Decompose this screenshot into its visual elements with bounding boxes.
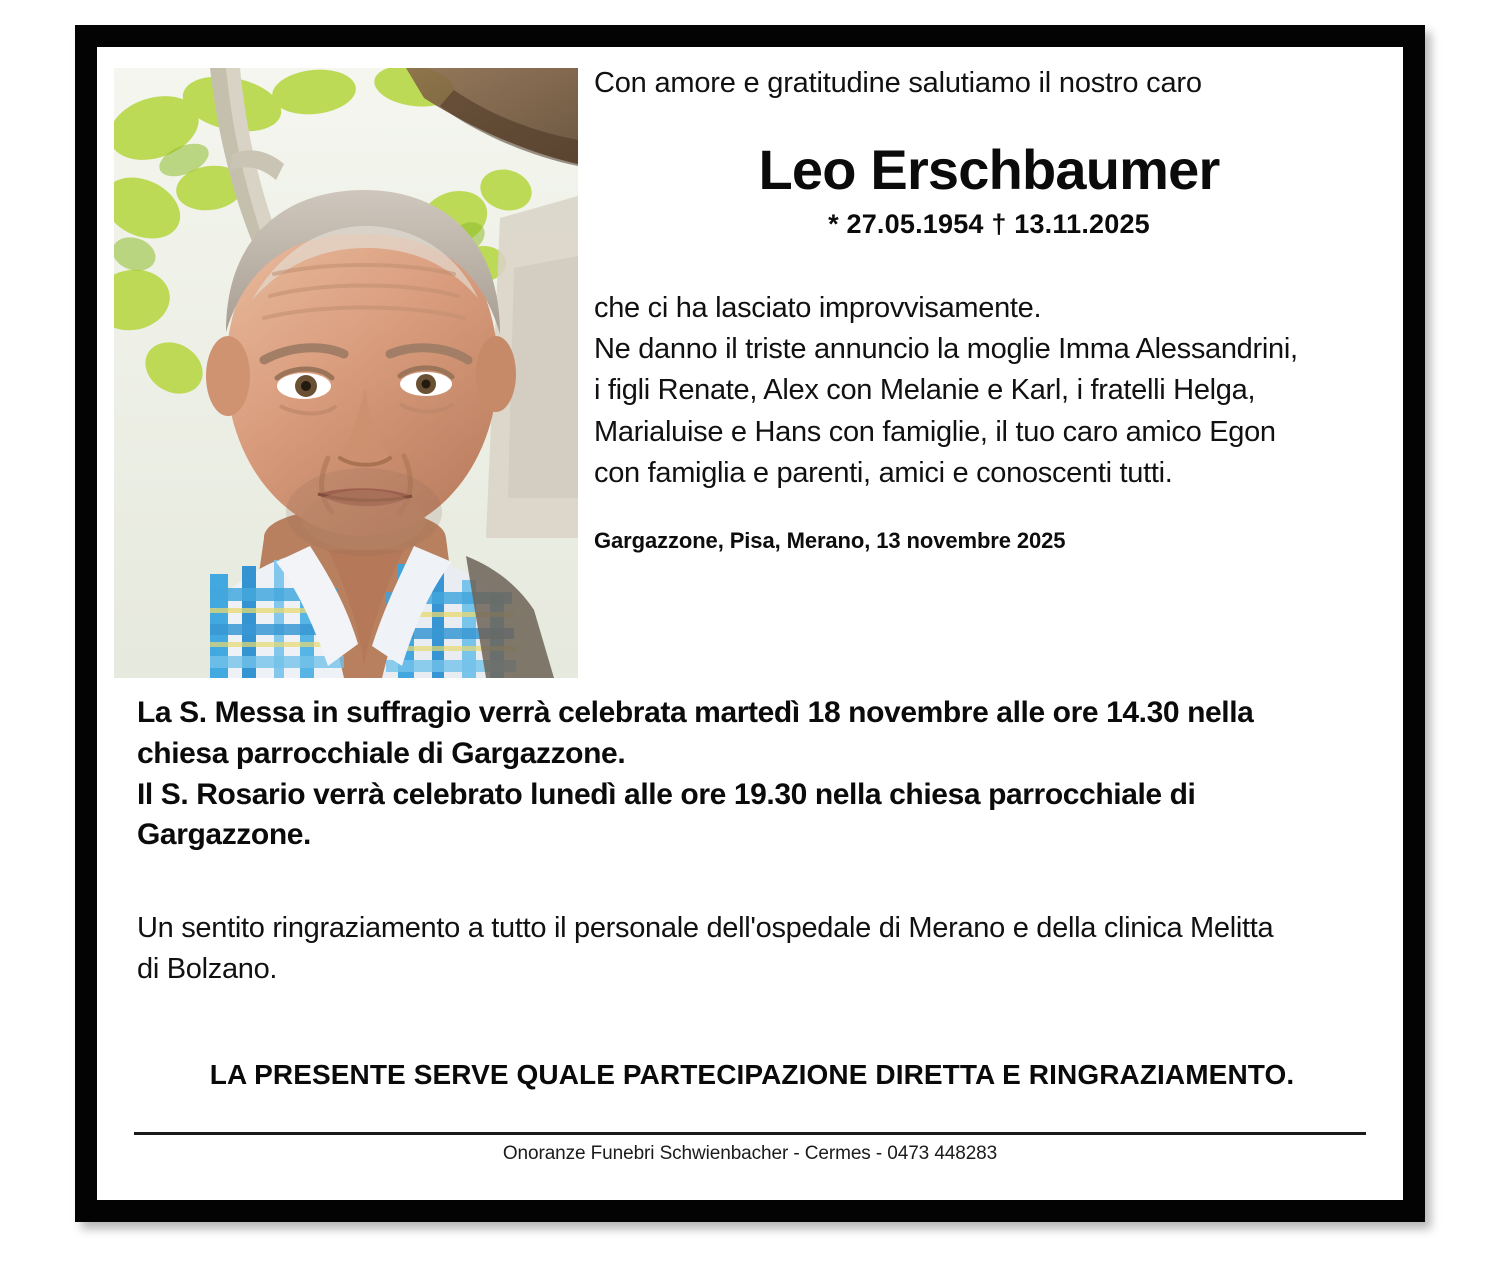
- mourning-frame: [75, 25, 1425, 1222]
- funeral-rites-paragraph: [137, 693, 1367, 856]
- announcement-line: Ne danno il triste annuncio la moglie Imma Alessandrini,: [594, 333, 1298, 366]
- announcement-line: Marialuise e Hans con famiglie, il tuo caro amico Egon: [594, 415, 1276, 448]
- rites-line: Gargazzone.: [137, 818, 311, 852]
- thanks-paragraph: [137, 908, 1367, 989]
- rites-line: Il S. Rosario verrà celebrato lunedì alle ore 19.30 nella chiesa parrocchiale di: [137, 777, 1196, 811]
- funeral-home-credit: Onoranze Funebri Schwienbacher - Cermes - 0473 448283: [502, 1143, 998, 1164]
- rites-line: La S. Messa in suffragio verrà celebrata martedì 18 novembre alle ore 14.30 nella: [137, 696, 1254, 729]
- life-dates: * 27.05.1954 † 13.11.2025: [828, 209, 1150, 240]
- announcement-line: che ci ha lasciato improvvisamente.: [594, 292, 1042, 325]
- announcement-line: i figli Renate, Alex con Melanie e Karl, i fratelli Helga,: [594, 374, 1256, 407]
- announcement-paragraph: [594, 288, 1384, 494]
- deceased-name: Leo Erschbaumer: [758, 138, 1220, 202]
- thanks-line: di Bolzano.: [137, 952, 278, 985]
- notice-card: [97, 47, 1403, 1200]
- closing-statement: LA PRESENTE SERVE QUALE PARTECIPAZIONE DIRETTA E RINGRAZIAMENTO.: [209, 1059, 1295, 1090]
- name-block: [594, 138, 1384, 240]
- lower-text-block: [137, 693, 1367, 989]
- intro-text-column: [594, 65, 1384, 554]
- salutation-text: Con amore e gratitudine salutiamo il nostro caro: [594, 67, 1202, 99]
- portrait-photo-illustration: [114, 68, 578, 678]
- place-and-date: Gargazzone, Pisa, Merano, 13 novembre 2025: [594, 527, 1066, 553]
- rites-line: chiesa parrocchiale di Gargazzone.: [137, 736, 626, 770]
- portrait-photo: [114, 68, 578, 678]
- footer-divider: [134, 1132, 1366, 1135]
- announcement-line: con famiglia e parenti, amici e conoscenti tutti.: [594, 456, 1173, 489]
- thanks-line: Un sentito ringraziamento a tutto il personale dell'ospedale di Merano e della clinica Melitta: [137, 912, 1274, 945]
